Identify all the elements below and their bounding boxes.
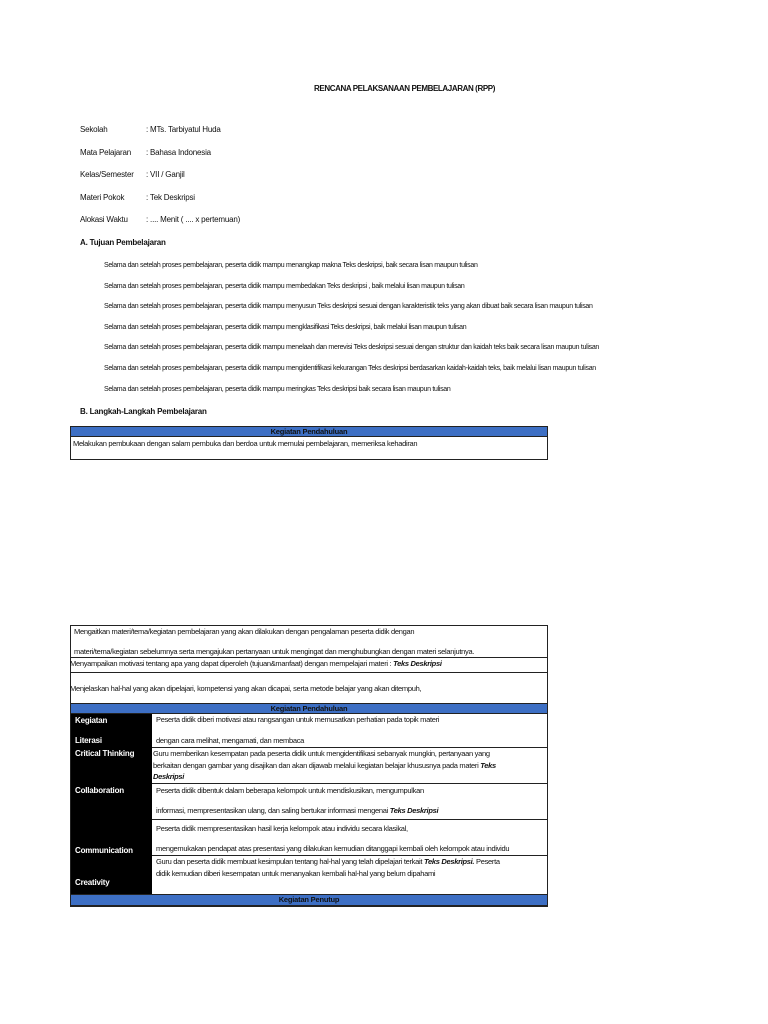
cell-critical-line3: Deskripsi: [153, 772, 185, 781]
section-a-heading: A. Tujuan Pembelajaran: [80, 238, 166, 247]
label-kelas-semester: Kelas/Semester: [80, 170, 134, 179]
cell-critical-line2-text: berkaitan dengan gambar yang disajikan dan akan dijawab melalui kegiatan belajar khususnya pada materi: [153, 761, 479, 770]
cell-collab-line1: Peserta didik dibentuk dalam beberapa kelompok untuk mendiskusikan, mengumpulkan: [156, 786, 424, 795]
label-sekolah: Sekolah: [80, 125, 108, 134]
value-kelas-semester: : VII / Ganjil: [146, 170, 185, 179]
cell-creativity-text: Guru dan peserta didik membuat kesimpulan tentang hal-hal yang telah dipelajari terkait: [156, 857, 423, 866]
label-literasi: Literasi: [75, 736, 102, 745]
cell-literasi-line1: Peserta didik diberi motivasi atau rangsangan untuk memusatkan perhatian pada topik materi: [156, 715, 440, 724]
table-divider: [152, 747, 548, 748]
cell-critical-line2: [153, 761, 496, 770]
document-title: RENCANA PELAKSANAAN PEMBELAJARAN (RPP): [314, 84, 495, 93]
objective-item: Selama dan setelah proses pembelajaran, peserta didik mampu mengidentifikasi kekurangan Teks deskripsi berdasarkan kaidah-kaidah teks, baik melalui lisan maupun tulisan: [104, 365, 596, 372]
value-materi-pokok: : Tek Deskripsi: [146, 193, 195, 202]
table1-row: [70, 436, 548, 460]
cell-literasi-line2: dengan cara melihat, mengamati, dan membaca: [156, 736, 305, 745]
label-alokasi-waktu: Alokasi Waktu: [80, 215, 128, 224]
cell-collab-line2: [156, 806, 438, 815]
table1-header: Kegiatan Pendahuluan: [70, 426, 548, 437]
table2-header: Kegiatan Pendahuluan: [70, 703, 548, 714]
label-column: [71, 714, 152, 894]
table2-footer: Kegiatan Penutup: [70, 894, 548, 906]
table1-row-text: Melakukan pembukaan dengan salam pembuka dan berdoa untuk memulai pembelajaran, memeriksa kehadiran: [73, 439, 418, 448]
cell-collab-emphasis: Teks Deskripsi: [389, 806, 439, 815]
label-mata-pelajaran: Mata Pelajaran: [80, 148, 132, 157]
cell-critical-line1: Guru memberikan kesempatan pada peserta didik untuk mengidentifikasi sebanyak mungkin, pertanyaan yang: [153, 749, 490, 758]
table2-row2-text: Menyampaikan motivasi tentang apa yang dapat diperoleh (tujuan&manfaat) dengan mempelajari materi :: [70, 659, 392, 668]
cell-critical-emphasis: Teks: [480, 761, 496, 770]
table2-row1-line1: Mengaitkan materi/tema/kegiatan pembelajaran yang akan dilakukan dengan pengalaman peserta didik dengan: [74, 627, 415, 636]
cell-creativity-line1: [156, 857, 500, 866]
cell-creativity-after: Peserta: [476, 857, 500, 866]
table-divider: [152, 855, 548, 856]
objective-item: Selama dan setelah proses pembelajaran, peserta didik mampu membedakan Teks deskripsi , baik melalui lisan maupun tulisan: [104, 283, 465, 290]
objective-item: Selama dan setelah proses pembelajaran, peserta didik mampu menangkap makna Teks deskripsi, baik secara lisan maupun tulisan: [104, 262, 478, 269]
table-divider: [70, 657, 548, 658]
table2-row2: [70, 659, 442, 668]
table-divider: [70, 672, 548, 673]
cell-comm-line1: Peserta didik mempresentasikan hasil kerja kelompok atau individu secara klasikal,: [156, 824, 408, 833]
value-sekolah: : MTs. Tarbiyatul Huda: [146, 125, 221, 134]
label-kegiatan: Kegiatan: [75, 716, 108, 725]
cell-collab-line2-text: informasi, mempresentasikan ulang, dan saling bertukar informasi mengenai: [156, 806, 388, 815]
objective-item: Selama dan setelah proses pembelajaran, peserta didik mampu meringkas Teks deskripsi baik secara lisan maupun tulisan: [104, 386, 451, 393]
label-communication: Communication: [75, 846, 133, 855]
label-materi-pokok: Materi Pokok: [80, 193, 125, 202]
section-b-heading: B. Langkah-Langkah Pembelajaran: [80, 407, 207, 416]
label-collaboration: Collaboration: [75, 786, 124, 795]
objective-item: Selama dan setelah proses pembelajaran, peserta didik mampu menyusun Teks deskripsi sesuai dengan karakteristik teks yang akan dibuat baik secara lisan maupun tulisan: [104, 303, 593, 310]
value-mata-pelajaran: : Bahasa Indonesia: [146, 148, 211, 157]
objective-item: Selama dan setelah proses pembelajaran, peserta didik mampu menelaah dan merevisi Teks deskripsi sesuai dengan struktur dan kaidah teks baik secara lisan maupun tulisan: [104, 344, 600, 351]
table2-row1-line2: materi/tema/kegiatan sebelumnya serta mengajukan pertanyaan untuk mengingat dan menghubungkan dengan materi selanjutnya.: [74, 647, 475, 656]
table-divider: [152, 819, 548, 820]
cell-creativity-emphasis: Teks Deskripsi.: [423, 857, 475, 866]
value-alokasi-waktu: : .... Menit ( .... x pertemuan): [146, 215, 241, 224]
table2-row3: Menjelaskan hal-hal yang akan dipelajari, kompetensi yang akan dicapai, serta metode belajar yang akan ditempuh,: [70, 684, 422, 693]
label-critical-thinking: Critical Thinking: [75, 749, 135, 758]
objective-item: Selama dan setelah proses pembelajaran, peserta didik mampu mengklasifikasi Teks deskripsi, baik melalui lisan maupun tulisan: [104, 324, 467, 331]
cell-creativity-line2: didik kemudian diberi kesempatan untuk menanyakan kembali hal-hal yang belum dipahami: [156, 869, 436, 878]
cell-comm-line2: mengemukakan pendapat atas presentasi yang dilakukan kemudian ditanggapi kembali oleh kelompok atau individu: [156, 844, 510, 853]
table-divider: [152, 783, 548, 784]
label-creativity: Creativity: [75, 878, 110, 887]
table2-row2-emphasis: Teks Deskripsi: [393, 659, 442, 668]
